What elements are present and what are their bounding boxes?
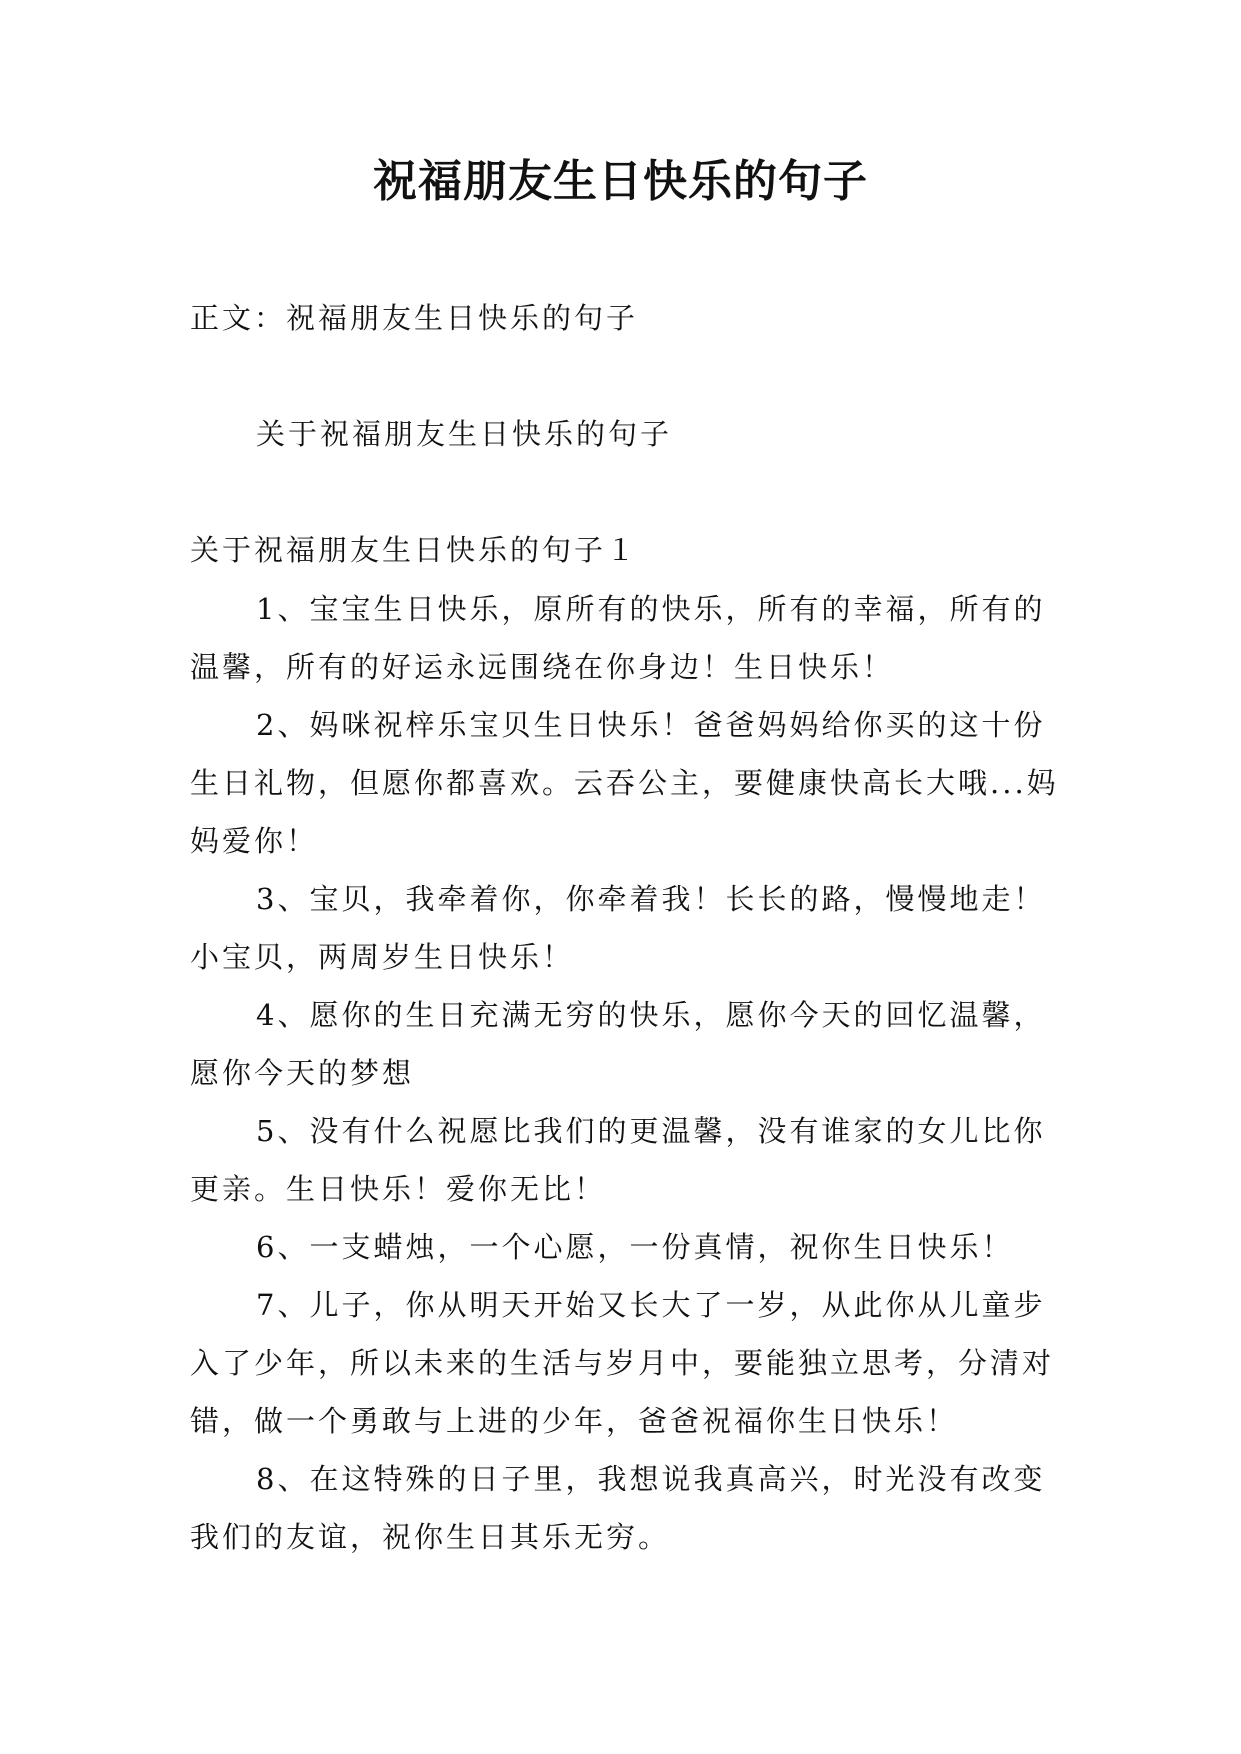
wish-item-7: 7、儿子，你从明天开始又长大了一岁，从此你从儿童步入了少年，所以未来的生活与岁月中，要能独立思考，分清对错，做一个勇敢与上进的少年，爸爸祝福你生日快乐！ xyxy=(190,1288,1055,1438)
wish-item-1: 1、宝宝生日快乐，原所有的快乐，所有的幸福，所有的温馨，所有的好运永远围绕在你身边！生日快乐！ xyxy=(190,592,1046,684)
wish-item-2: 2、妈咪祝梓乐宝贝生日快乐！爸爸妈妈给你买的这十份生日礼物，但愿你都喜欢。云吞公主，要健康快高长大哦...妈妈爱你！ xyxy=(190,708,1059,858)
subject-line: 正文：祝福朋友生日快乐的句子 xyxy=(190,301,639,335)
document-title: 祝福朋友生日快乐的句子 xyxy=(373,156,868,207)
section-heading: 关于祝福朋友生日快乐的句子１ xyxy=(190,533,639,567)
wish-item-5: 5、没有什么祝愿比我们的更温馨，没有谁家的女儿比你更亲。生日快乐！爱你无比！ xyxy=(190,1114,1046,1206)
wish-item-6: 6、一支蜡烛，一个心愿，一份真情，祝你生日快乐！ xyxy=(256,1230,1014,1264)
wish-item-8: 8、在这特殊的日子里，我想说我真高兴，时光没有改变我们的友谊，祝你生日其乐无穷。 xyxy=(190,1462,1046,1554)
wish-item-3: 3、宝贝，我牵着你，你牵着我！长长的路，慢慢地走！小宝贝，两周岁生日快乐！ xyxy=(190,882,1046,974)
subheading: 关于祝福朋友生日快乐的句子 xyxy=(256,417,673,451)
wish-item-4: 4、愿你的生日充满无穷的快乐，愿你今天的回忆温馨，愿你今天的梦想 xyxy=(190,998,1046,1090)
wish-list xyxy=(190,580,1076,1566)
